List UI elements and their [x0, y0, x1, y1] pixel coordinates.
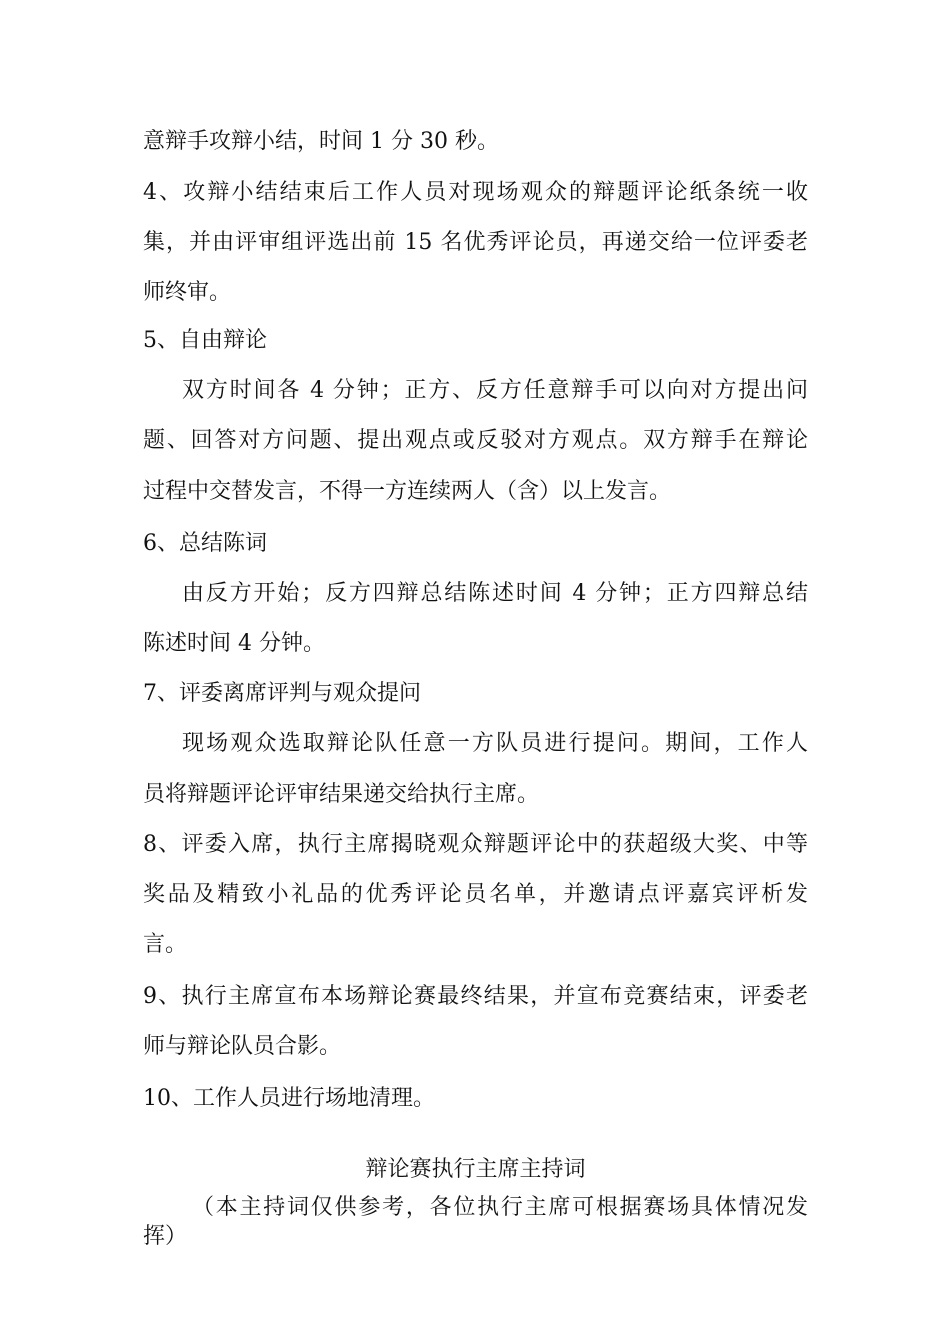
- text-line: 集，并由评审组评选出前 15 名优秀评论员，再递交给一位评委老: [143, 230, 808, 255]
- section-title: 辩论赛执行主席主持词: [365, 1157, 586, 1182]
- text-line: 9、执行主席宣布本场辩论赛最终结果，并宣布竞赛结束，评委老: [143, 984, 808, 1009]
- section-heading: 7、评委离席评判与观众提问: [143, 681, 421, 706]
- text-line: 陈述时间 4 分钟。: [143, 631, 325, 656]
- text-line: 现场观众选取辩论队任意一方队员进行提问。期间，工作人: [182, 731, 808, 756]
- text-line: 员将辩题评论评审结果递交给执行主席。: [143, 782, 540, 807]
- text-line: 双方时间各 4 分钟；正方、反方任意辩手可以向对方提出问: [182, 378, 808, 403]
- text-line: 师与辩论队员合影。: [143, 1034, 342, 1059]
- note-line: 挥）: [143, 1224, 188, 1249]
- text-line: 师终审。: [143, 280, 232, 305]
- text-line: 10、工作人员进行场地清理。: [143, 1086, 435, 1111]
- section-heading: 6、总结陈词: [143, 531, 267, 556]
- text-line: 过程中交替发言，不得一方连续两人（含）以上发言。: [143, 479, 672, 504]
- text-line: 题、回答对方问题、提出观点或反驳对方观点。双方辩手在辩论: [143, 428, 808, 453]
- text-line: 奖品及精致小礼品的优秀评论员名单，并邀请点评嘉宾评析发: [143, 882, 808, 907]
- note-line: （本主持词仅供参考，各位执行主席可根据赛场具体情况发: [192, 1195, 808, 1220]
- text-line: 8、评委入席，执行主席揭晓观众辩题评论中的获超级大奖、中等: [143, 832, 808, 857]
- section-heading: 5、自由辩论: [143, 328, 267, 353]
- text-line: 言。: [143, 932, 188, 957]
- text-line: 意辩手攻辩小结，时间 1 分 30 秒。: [143, 129, 499, 154]
- text-line: 4、攻辩小结结束后工作人员对现场观众的辩题评论纸条统一收: [143, 180, 808, 205]
- text-line: 由反方开始；反方四辩总结陈述时间 4 分钟；正方四辩总结: [182, 581, 808, 606]
